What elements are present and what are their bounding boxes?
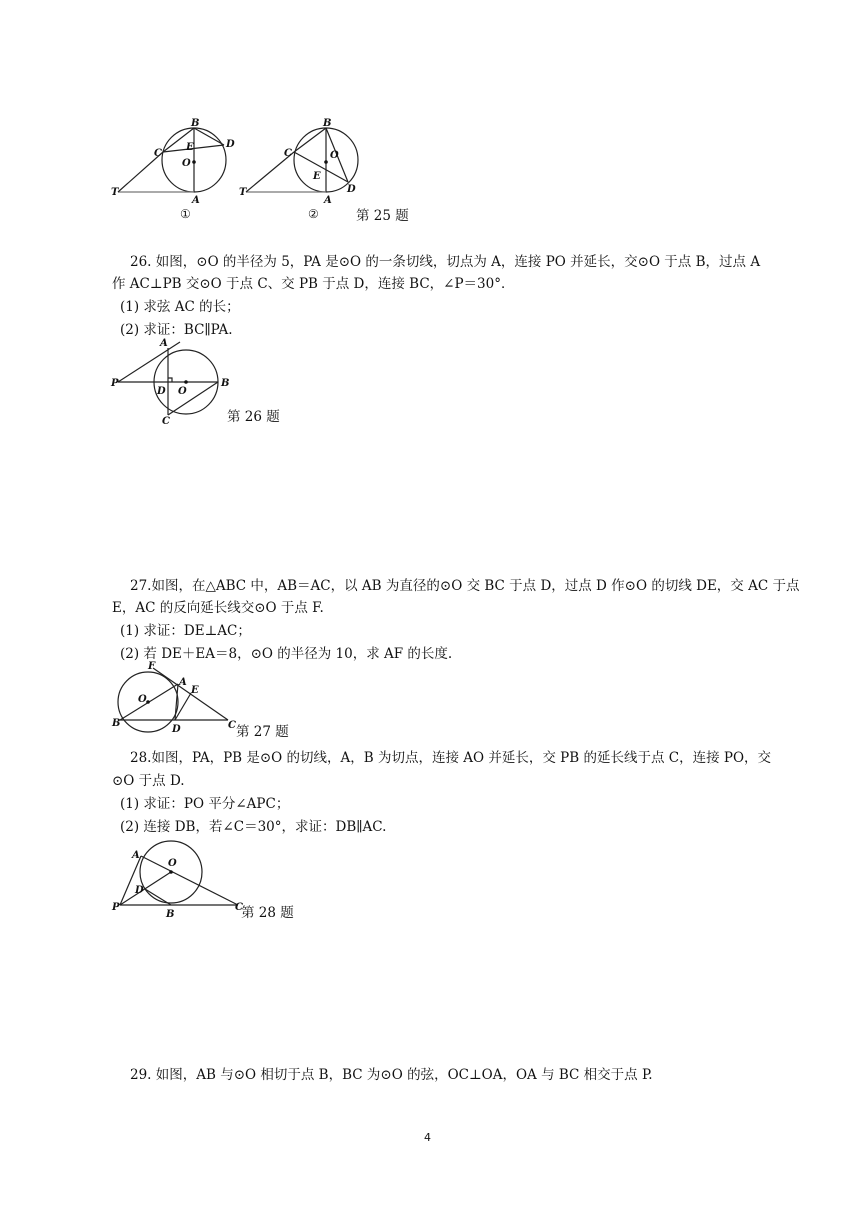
label: P: [112, 902, 120, 913]
label: D: [135, 885, 144, 896]
label: B: [191, 118, 200, 129]
label: C: [154, 148, 162, 159]
label: A: [324, 195, 332, 206]
label: B: [166, 909, 175, 920]
label: C: [235, 902, 243, 913]
label: O: [182, 158, 191, 169]
figure-caption-25: 第 25 题: [356, 208, 409, 224]
q29-stem-line1: 29. 如图，AB 与⊙O 相切于点 B，BC 为⊙O 的弦，OC⊥OA，OA 与 BC 相交于点 P.: [130, 1067, 653, 1083]
label: B: [221, 378, 230, 389]
label: P: [111, 378, 119, 389]
label: B: [323, 118, 332, 129]
label: D: [226, 139, 235, 150]
label: O: [178, 386, 187, 397]
q26-stem-line1: 26. 如图，⊙O 的半径为 5，PA 是⊙O 的一条切线，切点为 A，连接 PO 并延长，交⊙O 于点 B，过点 A: [130, 254, 761, 270]
label: D: [347, 184, 356, 195]
q28-stem-line2: ⊙O 于点 D.: [112, 773, 185, 789]
label: E: [191, 685, 199, 696]
q28-part1: (1) 求证：PO 平分∠APC；: [120, 796, 290, 812]
label: T: [111, 187, 119, 198]
figure-27: [108, 660, 240, 734]
figure-26: [108, 338, 238, 426]
q28-part2: (2) 连接 DB，若∠C＝30°，求证：DB∥AC.: [120, 819, 387, 835]
label: A: [179, 677, 187, 688]
label: A: [160, 338, 168, 349]
label: E: [313, 171, 321, 182]
label: C: [284, 148, 292, 159]
label: O: [168, 858, 177, 869]
q27-part1: (1) 求证：DE⊥AC；: [120, 623, 251, 639]
label: E: [186, 142, 194, 153]
label: F: [148, 661, 156, 672]
q27-part2: (2) 若 DE＋EA＝8，⊙O 的半径为 10，求 AF 的长度.: [120, 646, 453, 662]
q27-stem-line2: E，AC 的反向延长线交⊙O 于点 F.: [112, 600, 324, 616]
label: D: [157, 386, 166, 397]
label: O: [138, 694, 147, 705]
page-number: 4: [424, 1131, 431, 1144]
label: T: [239, 187, 247, 198]
figure-number: ②: [308, 207, 319, 221]
figure-caption-26: 第 26 题: [227, 409, 280, 425]
q26-part1: (1) 求弦 AC 的长；: [120, 299, 240, 315]
q28-stem-line1: 28.如图，PA，PB 是⊙O 的切线，A，B 为切点，连接 AO 并延长，交 PB 的延长线于点 C，连接 PO，交: [130, 750, 772, 766]
q26-stem-line2: 作 AC⊥PB 交⊙O 于点 C、交 PB 于点 D，连接 BC，∠P＝30°．: [112, 276, 515, 292]
figure-caption-27: 第 27 题: [236, 724, 289, 740]
figure-caption-28: 第 28 题: [241, 905, 294, 921]
label: A: [132, 850, 140, 861]
q26-part2: (2) 求证：BC∥PA.: [120, 322, 233, 338]
q27-stem-line1: 27.如图，在△ABC 中，AB＝AC，以 AB 为直径的⊙O 交 BC 于点 D，过点 D 作⊙O 的切线 DE，交 AC 于点: [130, 578, 800, 594]
label: A: [192, 195, 200, 206]
label: C: [162, 416, 170, 426]
label: O: [330, 150, 339, 161]
label: C: [228, 720, 236, 731]
label: B: [112, 718, 121, 729]
figure-number: ①: [180, 207, 191, 221]
label: D: [172, 724, 181, 734]
figure-25-2: [234, 115, 364, 223]
figure-25-1: [100, 115, 250, 223]
figure-28: [108, 832, 248, 922]
